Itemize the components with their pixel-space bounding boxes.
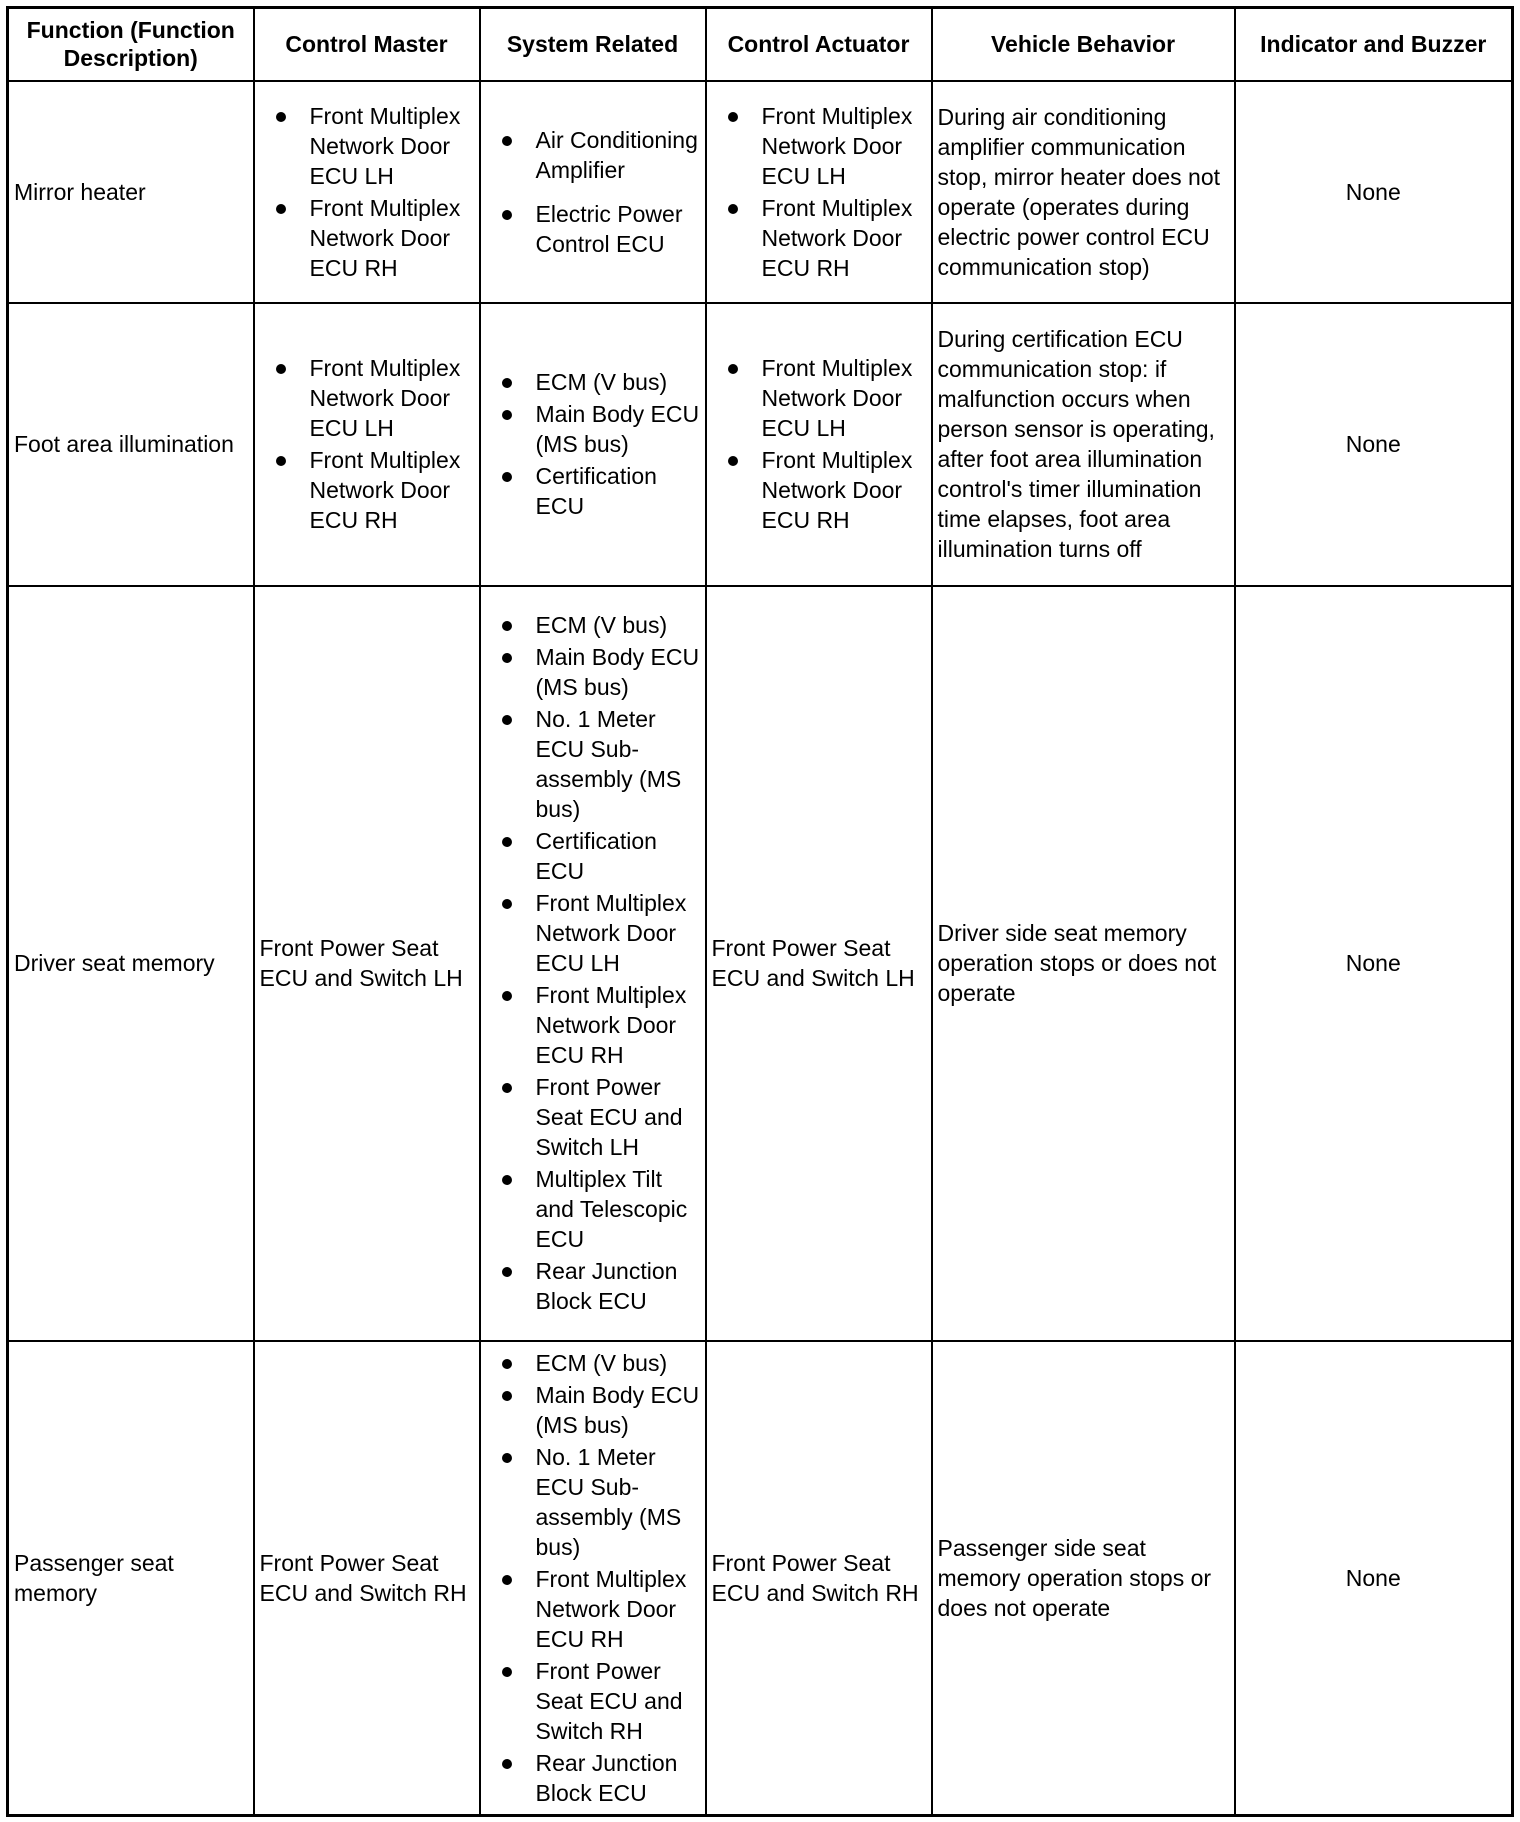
control-master-cell	[254, 303, 480, 586]
page-frame	[6, 6, 1511, 1816]
function-cell: Foot area illumination	[8, 303, 254, 586]
list-item: Front Multiplex Network Door ECU RH	[260, 445, 474, 535]
control-actuator-cell: Front Power Seat ECU and Switch LH	[706, 586, 932, 1341]
list-item: Front Power Seat ECU and Switch LH	[486, 1072, 700, 1162]
indicator-cell: None	[1235, 1341, 1513, 1816]
list-item: Certification ECU	[486, 826, 700, 886]
table-header-row	[8, 8, 1513, 81]
list-item: Multiplex Tilt and Telescopic ECU	[486, 1164, 700, 1254]
header-indicator: Indicator and Buzzer	[1235, 8, 1513, 81]
list-item: Front Multiplex Network Door ECU RH	[260, 193, 474, 283]
list-item: Rear Junction Block ECU	[486, 1748, 700, 1808]
control-actuator-cell: Front Power Seat ECU and Switch RH	[706, 1341, 932, 1816]
list-item: Rear Junction Block ECU	[486, 1256, 700, 1316]
control-master-cell: Front Power Seat ECU and Switch RH	[254, 1341, 480, 1816]
list-item: Main Body ECU (MS bus)	[486, 399, 700, 459]
list-item: ECM (V bus)	[486, 610, 700, 640]
control-actuator-cell	[706, 81, 932, 303]
list-item: Front Multiplex Network Door ECU LH	[712, 353, 926, 443]
indicator-cell: None	[1235, 303, 1513, 586]
header-vehicle-behavior: Vehicle Behavior	[932, 8, 1235, 81]
vehicle-behavior-cell: During certification ECU communication stop: if malfunction occurs when person sensor is operating, after foot area illumination control's timer illumination time elapses, foot area illumination turns off	[932, 303, 1235, 586]
function-cell: Passenger seat memory	[8, 1341, 254, 1816]
vehicle-behavior-cell: Passenger side seat memory operation stops or does not operate	[932, 1341, 1235, 1816]
list-item: Air Conditioning Amplifier	[486, 125, 700, 185]
function-cell: Mirror heater	[8, 81, 254, 303]
control-actuator-cell	[706, 303, 932, 586]
list-item: Front Multiplex Network Door ECU RH	[486, 980, 700, 1070]
system-related-cell	[480, 1341, 706, 1816]
list-item: Main Body ECU (MS bus)	[486, 1380, 700, 1440]
list-item: ECM (V bus)	[486, 1348, 700, 1378]
list-item: Certification ECU	[486, 461, 700, 521]
list-item: Front Multiplex Network Door ECU LH	[712, 101, 926, 191]
table-row	[8, 1341, 1513, 1816]
function-table	[6, 6, 1514, 1817]
list-item: Main Body ECU (MS bus)	[486, 642, 700, 702]
function-cell: Driver seat memory	[8, 586, 254, 1341]
list-item: Front Multiplex Network Door ECU LH	[486, 888, 700, 978]
list-item: No. 1 Meter ECU Sub-assembly (MS bus)	[486, 1442, 700, 1562]
list-item: Front Multiplex Network Door ECU LH	[260, 101, 474, 191]
vehicle-behavior-cell: During air conditioning amplifier communication stop, mirror heater does not operate (operates during electric power control ECU communication stop)	[932, 81, 1235, 303]
list-item: ECM (V bus)	[486, 367, 700, 397]
list-item: Front Multiplex Network Door ECU LH	[260, 353, 474, 443]
header-control-actuator: Control Actuator	[706, 8, 932, 81]
system-related-cell	[480, 81, 706, 303]
list-item: Front Multiplex Network Door ECU RH	[712, 193, 926, 283]
header-control-master: Control Master	[254, 8, 480, 81]
control-master-cell	[254, 81, 480, 303]
system-related-cell	[480, 586, 706, 1341]
list-item: Front Multiplex Network Door ECU RH	[712, 445, 926, 535]
control-master-cell: Front Power Seat ECU and Switch LH	[254, 586, 480, 1341]
indicator-cell: None	[1235, 586, 1513, 1341]
header-system-related: System Related	[480, 8, 706, 81]
vehicle-behavior-cell: Driver side seat memory operation stops or does not operate	[932, 586, 1235, 1341]
table-row	[8, 303, 1513, 586]
list-item: Electric Power Control ECU	[486, 199, 700, 259]
header-function: Function (Function Description)	[8, 8, 254, 81]
list-item: No. 1 Meter ECU Sub-assembly (MS bus)	[486, 704, 700, 824]
indicator-cell: None	[1235, 81, 1513, 303]
list-item: Front Power Seat ECU and Switch RH	[486, 1656, 700, 1746]
table-row	[8, 81, 1513, 303]
list-item: Front Multiplex Network Door ECU RH	[486, 1564, 700, 1654]
table-row	[8, 586, 1513, 1341]
system-related-cell	[480, 303, 706, 586]
